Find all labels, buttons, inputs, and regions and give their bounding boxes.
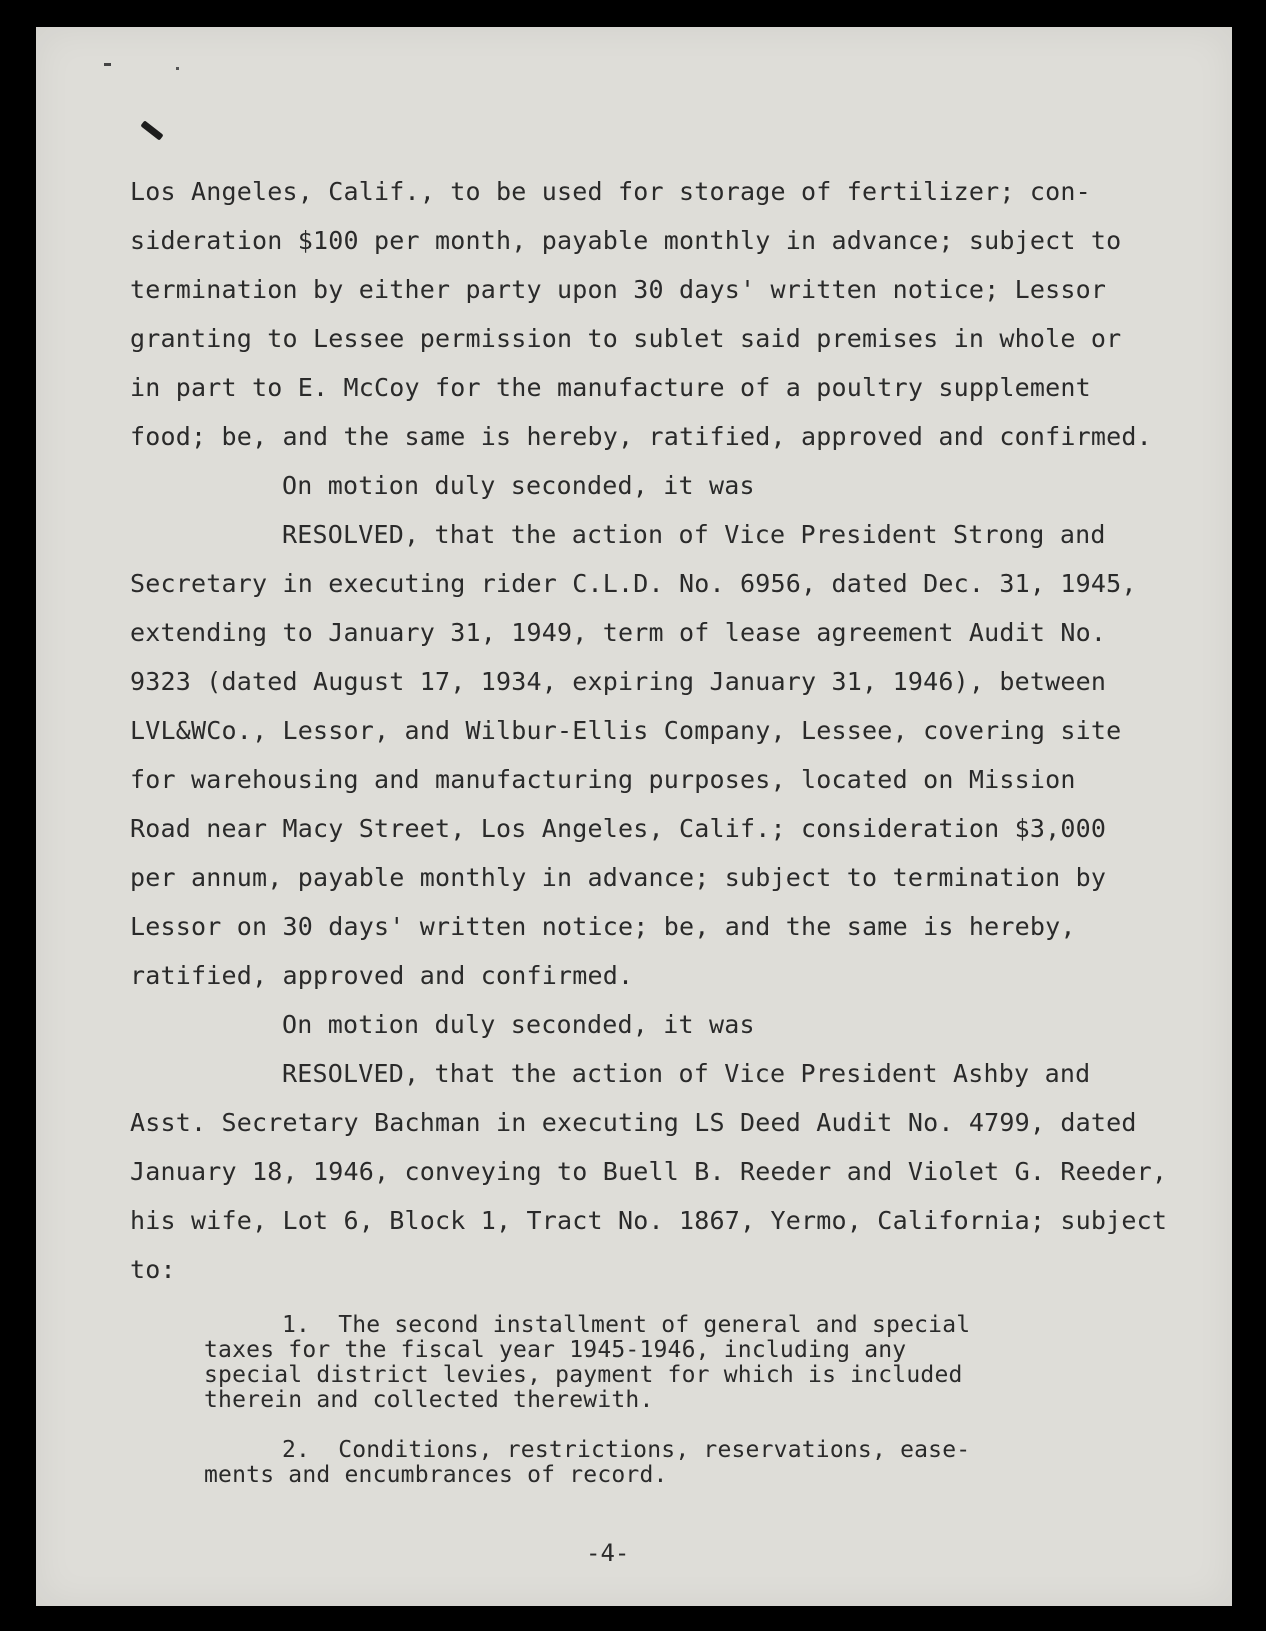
- resolution-line: ratified, approved and confirmed.: [130, 961, 634, 990]
- body-line: termination by either party upon 30 days' written notice; Lessor: [130, 275, 1107, 304]
- list-item-line: 2. Conditions, restrictions, reservations, ease-: [282, 1437, 971, 1463]
- resolution-line: Secretary in executing rider C.L.D. No. 6956, dated Dec. 31, 1945,: [130, 569, 1137, 598]
- resolution-line: Lessor on 30 days' written notice; be, and the same is hereby,: [130, 912, 1076, 941]
- resolution-line: January 18, 1946, conveying to Buell B. Reeder and Violet G. Reeder,: [130, 1157, 1168, 1186]
- list-item-line: 1. The second installment of general and special: [282, 1312, 971, 1338]
- body-line: in part to E. McCoy for the manufacture of a poultry supplement: [130, 373, 1091, 402]
- resolution-line: 9323 (dated August 17, 1934, expiring January 31, 1946), between: [130, 667, 1107, 696]
- resolution-line: for warehousing and manufacturing purposes, located on Mission: [130, 765, 1076, 794]
- resolution-line: his wife, Lot 6, Block 1, Tract No. 1867, Yermo, California; subject: [130, 1206, 1168, 1235]
- typed-document: [36, 27, 1232, 1606]
- resolution-line: to:: [130, 1255, 176, 1284]
- resolution-line: Road near Macy Street, Los Angeles, Calif.; consideration $3,000: [130, 814, 1107, 843]
- motion-line: On motion duly seconded, it was: [282, 471, 755, 500]
- list-item-line: taxes for the fiscal year 1945-1946, including any: [204, 1337, 907, 1363]
- resolution-line: RESOLVED, that the action of Vice President Ashby and: [282, 1059, 1091, 1088]
- list-item-line: special district levies, payment for which is included: [204, 1362, 963, 1388]
- resolution-line: extending to January 31, 1949, term of lease agreement Audit No.: [130, 618, 1107, 647]
- resolution-line: Asst. Secretary Bachman in executing LS Deed Audit No. 4799, dated: [130, 1108, 1137, 1137]
- body-line: Los Angeles, Calif., to be used for storage of fertilizer; con-: [130, 177, 1091, 206]
- body-line: food; be, and the same is hereby, ratified, approved and confirmed.: [130, 422, 1152, 451]
- document-page: [36, 27, 1232, 1606]
- body-line: sideration $100 per month, payable monthly in advance; subject to: [130, 226, 1122, 255]
- motion-line: On motion duly seconded, it was: [282, 1010, 755, 1039]
- resolution-line: per annum, payable monthly in advance; subject to termination by: [130, 863, 1107, 892]
- resolution-line: LVL&WCo., Lessor, and Wilbur-Ellis Company, Lessee, covering site: [130, 716, 1122, 745]
- page-number: -4-: [586, 1539, 630, 1567]
- paper-speck: [104, 63, 111, 66]
- list-item-line: ments and encumbrances of record.: [204, 1462, 668, 1488]
- resolution-line: RESOLVED, that the action of Vice President Strong and: [282, 520, 1106, 549]
- list-item-line: therein and collected therewith.: [204, 1387, 654, 1413]
- paper-speck: [176, 67, 179, 70]
- ink-mark: [140, 120, 163, 140]
- body-line: granting to Lessee permission to sublet said premises in whole or: [130, 324, 1122, 353]
